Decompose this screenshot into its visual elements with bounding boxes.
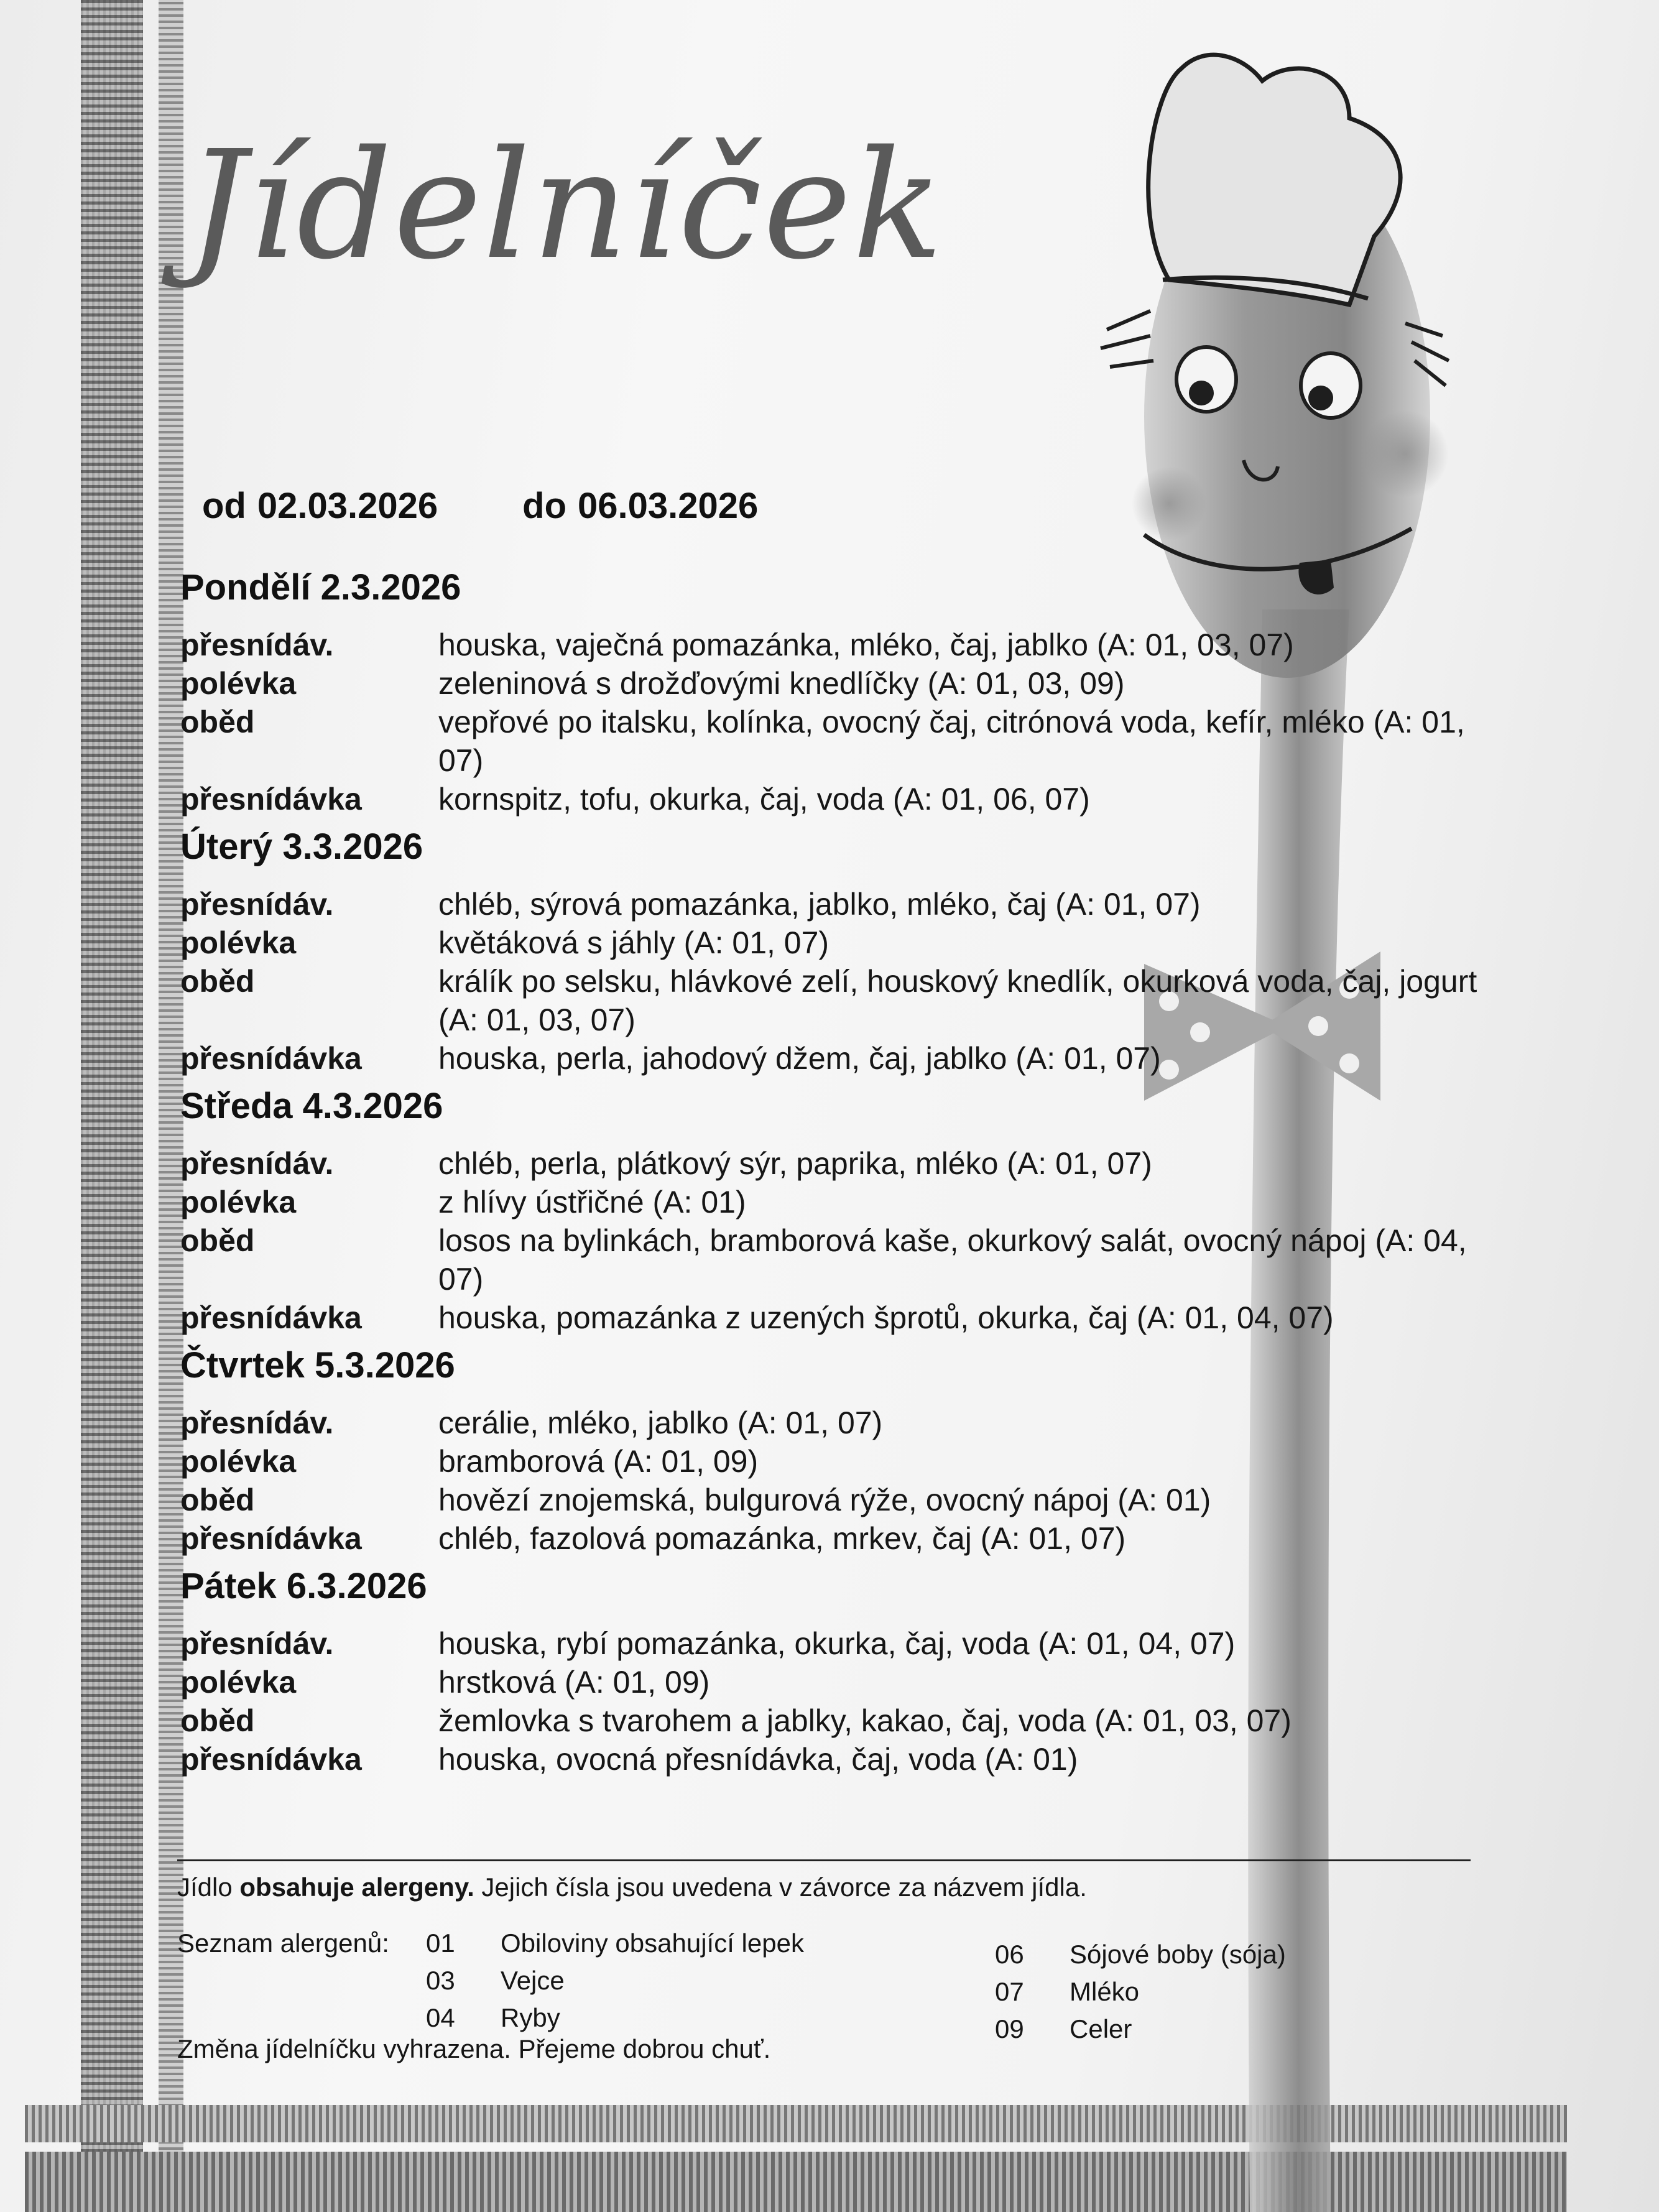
- meal-row: [180, 1701, 1536, 1740]
- day-title: Pondělí 2.3.2026: [180, 567, 461, 608]
- allergen-name: Vejce: [501, 1966, 565, 1995]
- day-title: Úterý 3.3.2026: [180, 826, 423, 867]
- allergen-code: 01: [426, 1928, 455, 1958]
- meal-row: [180, 885, 1536, 923]
- meal-label: přesnídávka: [180, 1300, 362, 1335]
- meal-label: přesnídávka: [180, 1742, 362, 1777]
- day-section: [180, 1085, 1536, 1337]
- meal-desc: bramborová (A: 01, 09): [438, 1444, 759, 1479]
- meal-label: oběd: [180, 1483, 255, 1517]
- meal-row: [180, 1663, 1536, 1701]
- meal-label: přesnídáv.: [180, 1626, 334, 1661]
- allergen-list-label: Seznam alergenů:: [177, 1928, 389, 1958]
- allergen-item: [995, 1940, 1286, 1969]
- meal-desc: králík po selsku, hlávkové zelí, houskový knedlík, okurková voda, čaj, jogurt (A: 01, 03, 07): [438, 964, 1477, 1037]
- allergen-item: [426, 1966, 565, 1996]
- day-title: Čtvrtek 5.3.2026: [180, 1345, 455, 1386]
- date-to: 06.03.2026: [578, 486, 759, 526]
- meal-row: [180, 1442, 1536, 1481]
- meal-desc: zeleninová s drožďovými knedlíčky (A: 01, 03, 09): [438, 666, 1125, 701]
- meal-desc: květáková s jáhly (A: 01, 07): [438, 925, 829, 960]
- weekly-menu: [180, 563, 1536, 1786]
- allergen-code: 03: [426, 1966, 455, 1995]
- meal-label: oběd: [180, 1703, 255, 1738]
- meal-desc: z hlívy ústřičné (A: 01): [438, 1185, 746, 1219]
- meal-desc: žemlovka s tvarohem a jablky, kakao, čaj, voda (A: 01, 03, 07): [438, 1703, 1292, 1738]
- meal-row: [180, 1404, 1536, 1442]
- meal-desc: hrstková (A: 01, 09): [438, 1665, 710, 1700]
- page-title: Jídelníček: [187, 118, 945, 292]
- meal-label: oběd: [180, 705, 255, 739]
- allergen-name: Obiloviny obsahující lepek: [501, 1928, 804, 1958]
- meal-desc: losos na bylinkách, bramborová kaše, okurkový salát, ovocný nápoj (A: 04, 07): [438, 1223, 1467, 1297]
- day-section: [180, 826, 1536, 1078]
- meal-row: [180, 1183, 1536, 1221]
- meal-row: [180, 703, 1536, 780]
- note-bold: obsahuje alergeny.: [239, 1872, 474, 1902]
- meal-label: polévka: [180, 925, 297, 960]
- meal-label: přesnídáv.: [180, 627, 334, 662]
- allergen-item: [426, 1928, 804, 1958]
- allergen-item: [426, 2003, 560, 2033]
- day-title: Středa 4.3.2026: [180, 1086, 443, 1126]
- note-post: Jejich čísla jsou uvedena v závorce za názvem jídla.: [474, 1872, 1087, 1902]
- date-to-label: do: [522, 486, 567, 526]
- meal-row: [180, 1298, 1536, 1337]
- meal-row: [180, 1039, 1536, 1078]
- meal-desc: houska, perla, jahodový džem, čaj, jablko (A: 01, 07): [438, 1041, 1161, 1076]
- day-section: [180, 1344, 1536, 1558]
- allergen-code: 06: [995, 1940, 1024, 1969]
- border-left: [81, 0, 143, 2212]
- day-section: [180, 1565, 1536, 1779]
- note-pre: Jídlo: [177, 1872, 240, 1902]
- meal-row: [180, 962, 1536, 1039]
- meal-desc: cerálie, mléko, jablko (A: 01, 07): [438, 1405, 883, 1440]
- closing-note: Změna jídelníčku vyhrazena. Přejeme dobrou chuť.: [177, 2034, 771, 2063]
- meal-label: přesnídávka: [180, 1041, 362, 1076]
- meal-row: [180, 1519, 1536, 1558]
- meal-label: oběd: [180, 1223, 255, 1258]
- meal-desc: houska, rybí pomazánka, okurka, čaj, voda (A: 01, 04, 07): [438, 1626, 1236, 1661]
- meal-row: [180, 923, 1536, 962]
- allergen-name: Celer: [1070, 2014, 1132, 2043]
- allergen-footer: [177, 1859, 1471, 2064]
- allergen-name: Ryby: [501, 2003, 560, 2032]
- date-from-label: od: [202, 486, 246, 526]
- meal-label: polévka: [180, 1185, 297, 1219]
- meal-label: přesnídáv.: [180, 887, 334, 922]
- divider: [177, 1859, 1471, 1861]
- allergen-name: Sójové boby (sója): [1070, 1940, 1286, 1969]
- allergen-name: Mléko: [1070, 1977, 1140, 2006]
- meal-desc: vepřové po italsku, kolínka, ovocný čaj, citrónová voda, kefír, mléko (A: 01, 07): [438, 705, 1465, 778]
- meal-desc: chléb, sýrová pomazánka, jablko, mléko, čaj (A: 01, 07): [438, 887, 1201, 922]
- meal-label: polévka: [180, 1444, 297, 1479]
- meal-row: [180, 626, 1536, 664]
- allergen-item: [995, 1977, 1139, 2007]
- meal-desc: houska, vaječná pomazánka, mléko, čaj, jablko (A: 01, 03, 07): [438, 627, 1294, 662]
- meal-row: [180, 780, 1536, 818]
- allergen-note: [177, 1872, 1471, 1902]
- day-title: Pátek 6.3.2026: [180, 1566, 427, 1606]
- meal-label: oběd: [180, 964, 255, 999]
- meal-desc: hovězí znojemská, bulgurová rýže, ovocný nápoj (A: 01): [438, 1483, 1211, 1517]
- meal-label: polévka: [180, 666, 297, 701]
- meal-row: [180, 1740, 1536, 1779]
- meal-row: [180, 664, 1536, 703]
- allergen-list: [177, 1928, 1471, 2043]
- meal-row: [180, 1481, 1536, 1519]
- meal-row: [180, 1624, 1536, 1663]
- meal-desc: chléb, fazolová pomazánka, mrkev, čaj (A: 01, 07): [438, 1521, 1126, 1556]
- meal-label: přesnídávka: [180, 782, 362, 817]
- allergen-code: 04: [426, 2003, 455, 2032]
- allergen-code: 07: [995, 1977, 1024, 2006]
- meal-label: přesnídávka: [180, 1521, 362, 1556]
- meal-desc: houska, pomazánka z uzených šprotů, okurka, čaj (A: 01, 04, 07): [438, 1300, 1334, 1335]
- meal-label: přesnídáv.: [180, 1405, 334, 1440]
- meal-desc: kornspitz, tofu, okurka, čaj, voda (A: 01, 06, 07): [438, 782, 1090, 817]
- meal-desc: houska, ovocná přesnídávka, čaj, voda (A: 01): [438, 1742, 1078, 1777]
- date-from: 02.03.2026: [257, 486, 438, 526]
- meal-label: přesnídáv.: [180, 1146, 334, 1181]
- day-section: [180, 567, 1536, 818]
- allergen-code: 09: [995, 2014, 1024, 2043]
- date-range: [202, 485, 769, 527]
- meal-desc: chléb, perla, plátkový sýr, paprika, mléko (A: 01, 07): [438, 1146, 1152, 1181]
- allergen-item: [995, 2014, 1132, 2044]
- meal-row: [180, 1144, 1536, 1183]
- meal-row: [180, 1221, 1536, 1298]
- meal-label: polévka: [180, 1665, 297, 1700]
